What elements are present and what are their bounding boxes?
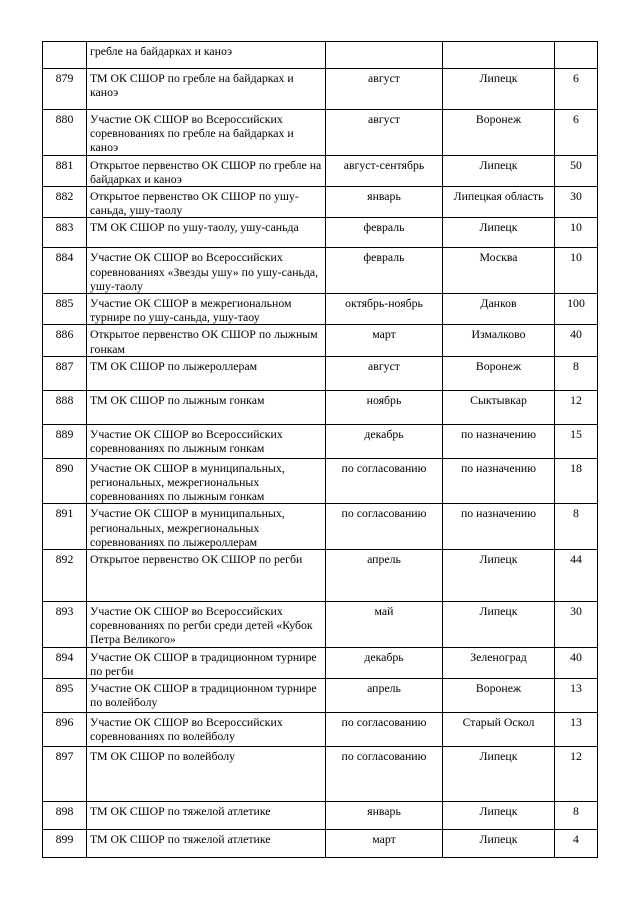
event-place: Москва [443, 248, 555, 294]
event-name: Открытое первенство ОК СШОР по гребле на байдарках и каноэ [87, 155, 326, 186]
event-date: февраль [326, 218, 443, 248]
event-place: Липецк [443, 155, 555, 186]
event-place: Воронеж [443, 679, 555, 713]
participant-count: 6 [555, 110, 598, 156]
table-row [43, 248, 598, 294]
row-number: 883 [43, 218, 87, 248]
event-date: октябрь-ноябрь [326, 294, 443, 325]
event-name: Участие ОК СШОР во Всероссийских соревнованиях по регби среди детей «Кубок Петра Великого» [87, 602, 326, 648]
event-name: Участие ОК СШОР в традиционном турнире по волейболу [87, 679, 326, 713]
table-row [43, 830, 598, 858]
participant-count: 4 [555, 830, 598, 858]
events-table-body [43, 42, 598, 858]
event-date: декабрь [326, 647, 443, 678]
event-date: апрель [326, 550, 443, 602]
events-table [42, 41, 598, 858]
event-place: по назначению [443, 424, 555, 458]
event-date: август [326, 110, 443, 156]
table-row [43, 110, 598, 156]
event-name: Участие ОК СШОР в муниципальных, региональных, межрегиональных соревнованиях по лыжероллерам [87, 504, 326, 550]
event-name: ТМ ОК СШОР по гребле на байдарках и каноэ [87, 69, 326, 110]
row-number: 890 [43, 458, 87, 504]
participant-count: 12 [555, 390, 598, 424]
event-place: Воронеж [443, 356, 555, 390]
table-row [43, 187, 598, 218]
row-number: 882 [43, 187, 87, 218]
table-row [43, 42, 598, 69]
participant-count: 15 [555, 424, 598, 458]
table-row [43, 294, 598, 325]
row-number: 894 [43, 647, 87, 678]
participant-count: 50 [555, 155, 598, 186]
participant-count: 30 [555, 187, 598, 218]
row-number: 887 [43, 356, 87, 390]
event-place: Липецкая область [443, 187, 555, 218]
event-name: Участие ОК СШОР в традиционном турнире по регби [87, 647, 326, 678]
event-place: по назначению [443, 504, 555, 550]
event-name: ТМ ОК СШОР по лыжероллерам [87, 356, 326, 390]
event-date: февраль [326, 248, 443, 294]
event-date: март [326, 830, 443, 858]
event-name: ТМ ОК СШОР по тяжелой атлетике [87, 802, 326, 830]
row-number: 880 [43, 110, 87, 156]
participant-count: 40 [555, 647, 598, 678]
table-row [43, 602, 598, 648]
event-name: Участие ОК СШОР в межрегиональном турнире по ушу-саньда, ушу-таоу [87, 294, 326, 325]
event-place: Липецк [443, 218, 555, 248]
table-row [43, 356, 598, 390]
table-row [43, 390, 598, 424]
event-date: январь [326, 187, 443, 218]
event-date: по согласованию [326, 713, 443, 747]
table-row [43, 458, 598, 504]
participant-count [555, 42, 598, 69]
event-name: Открытое первенство ОК СШОР по регби [87, 550, 326, 602]
participant-count: 100 [555, 294, 598, 325]
table-row [43, 647, 598, 678]
event-place: Липецк [443, 69, 555, 110]
row-number: 885 [43, 294, 87, 325]
event-name: Участие ОК СШОР во Всероссийских соревнованиях по волейболу [87, 713, 326, 747]
row-number: 895 [43, 679, 87, 713]
event-date [326, 42, 443, 69]
event-date: апрель [326, 679, 443, 713]
table-row [43, 218, 598, 248]
event-date: ноябрь [326, 390, 443, 424]
event-name: гребле на байдарках и каноэ [87, 42, 326, 69]
participant-count: 44 [555, 550, 598, 602]
event-name: Открытое первенство ОК СШОР по ушу-саньда, ушу-таолу [87, 187, 326, 218]
table-row [43, 504, 598, 550]
participant-count: 6 [555, 69, 598, 110]
event-date: август [326, 69, 443, 110]
row-number: 881 [43, 155, 87, 186]
event-place: Липецк [443, 550, 555, 602]
event-place: Липецк [443, 747, 555, 802]
event-place: Липецк [443, 602, 555, 648]
table-row [43, 802, 598, 830]
event-place: Липецк [443, 830, 555, 858]
event-date: август-сентябрь [326, 155, 443, 186]
table-row [43, 69, 598, 110]
table-row [43, 325, 598, 356]
event-date: август [326, 356, 443, 390]
event-name: ТМ ОК СШОР по лыжным гонкам [87, 390, 326, 424]
row-number: 893 [43, 602, 87, 648]
row-number: 892 [43, 550, 87, 602]
event-name: ТМ ОК СШОР по ушу-таолу, ушу-саньда [87, 218, 326, 248]
table-row [43, 550, 598, 602]
event-date: январь [326, 802, 443, 830]
event-place: Измалково [443, 325, 555, 356]
event-date: по согласованию [326, 747, 443, 802]
participant-count: 10 [555, 218, 598, 248]
table-row [43, 747, 598, 802]
participant-count: 40 [555, 325, 598, 356]
row-number: 896 [43, 713, 87, 747]
table-row [43, 424, 598, 458]
participant-count: 30 [555, 602, 598, 648]
row-number: 891 [43, 504, 87, 550]
participant-count: 10 [555, 248, 598, 294]
event-name: Участие ОК СШОР во Всероссийских соревнованиях по лыжным гонкам [87, 424, 326, 458]
participant-count: 18 [555, 458, 598, 504]
participant-count: 13 [555, 713, 598, 747]
event-place [443, 42, 555, 69]
row-number: 884 [43, 248, 87, 294]
participant-count: 8 [555, 356, 598, 390]
event-date: декабрь [326, 424, 443, 458]
row-number: 886 [43, 325, 87, 356]
event-place: по назначению [443, 458, 555, 504]
table-row [43, 155, 598, 186]
row-number: 888 [43, 390, 87, 424]
participant-count: 12 [555, 747, 598, 802]
event-name: Участие ОК СШОР в муниципальных, региональных, межрегиональных соревнованиях по лыжным гонкам [87, 458, 326, 504]
event-name: ТМ ОК СШОР по тяжелой атлетике [87, 830, 326, 858]
row-number: 879 [43, 69, 87, 110]
event-name: Открытое первенство ОК СШОР по лыжным гонкам [87, 325, 326, 356]
event-place: Старый Оскол [443, 713, 555, 747]
event-date: май [326, 602, 443, 648]
event-date: март [326, 325, 443, 356]
row-number: 897 [43, 747, 87, 802]
event-place: Липецк [443, 802, 555, 830]
event-date: по согласованию [326, 458, 443, 504]
event-place: Данков [443, 294, 555, 325]
event-name: ТМ ОК СШОР по волейболу [87, 747, 326, 802]
event-name: Участие ОК СШОР во Всероссийских соревнованиях «Звезды ушу» по ушу-саньда, ушу-таолу [87, 248, 326, 294]
row-number: 899 [43, 830, 87, 858]
participant-count: 13 [555, 679, 598, 713]
table-row [43, 679, 598, 713]
row-number [43, 42, 87, 69]
event-place: Сыктывкар [443, 390, 555, 424]
event-place: Воронеж [443, 110, 555, 156]
row-number: 889 [43, 424, 87, 458]
table-row [43, 713, 598, 747]
participant-count: 8 [555, 802, 598, 830]
row-number: 898 [43, 802, 87, 830]
event-place: Зеленоград [443, 647, 555, 678]
event-name: Участие ОК СШОР во Всероссийских соревнованиях по гребле на байдарках и каноэ [87, 110, 326, 156]
participant-count: 8 [555, 504, 598, 550]
event-date: по согласованию [326, 504, 443, 550]
